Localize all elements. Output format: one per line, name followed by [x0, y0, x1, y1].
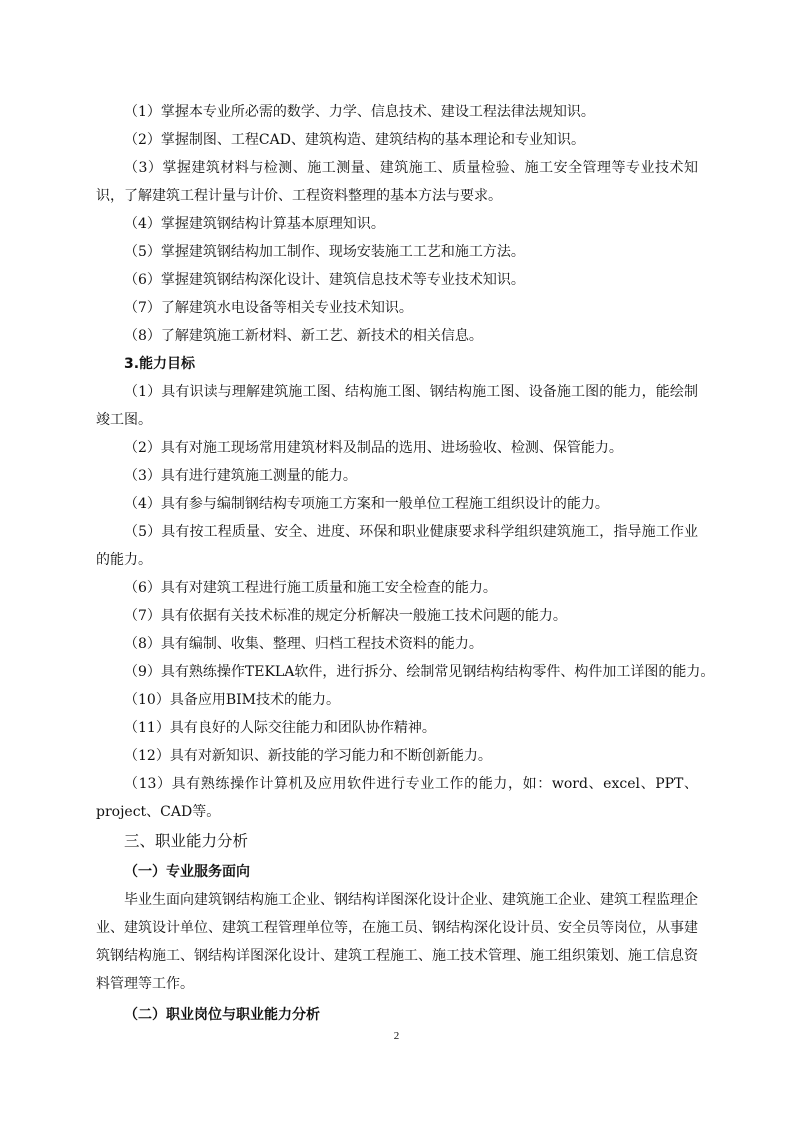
ability-item-11: （11）具有良好的人际交往能力和团队协作精神。	[124, 720, 436, 736]
knowledge-item-3: （3）掌握建筑材料与检测、施工测量、建筑施工、质量检验、施工安全管理等专业技术知识，了解建筑工程计量与计价、工程资料整理的基本方法与要求。	[96, 160, 698, 204]
knowledge-item-4: （4）掌握建筑钢结构计算基本原理知识。	[124, 216, 385, 232]
ability-item-6: （6）具有对建筑工程进行施工质量和施工安全检查的能力。	[124, 580, 497, 596]
ability-item-13: （13）具有熟练操作计算机及应用软件进行专业工作的能力，如：word、excel、PPT、project、CAD等。	[96, 776, 698, 820]
ability-item-3: （3）具有进行建筑施工测量的能力。	[124, 468, 357, 484]
ability-item-1: （1）具有识读与理解建筑施工图、结构施工图、钢结构施工图、设备施工图的能力，能绘制竣工图。	[96, 384, 698, 428]
ability-item-10: （10）具备应用BIM技术的能力。	[124, 692, 340, 708]
ability-item-2: （2）具有对施工现场常用建筑材料及制品的选用、进场验收、检测、保管能力。	[124, 440, 623, 456]
page-number: 2	[393, 1030, 400, 1042]
subsection-title-service: （一）专业服务面向	[124, 864, 250, 880]
ability-item-7: （7）具有依据有关技术标准的规定分析解决一般施工技术问题的能力。	[124, 608, 567, 624]
knowledge-item-2: （2）掌握制图、工程CAD、建筑构造、建筑结构的基本理论和专业知识。	[124, 132, 585, 148]
ability-item-5: （5）具有按工程质量、安全、进度、环保和职业健康要求科学组织建筑施工，指导施工作业的能力。	[96, 524, 698, 568]
knowledge-item-7: （7）了解建筑水电设备等相关专业技术知识。	[124, 300, 413, 316]
knowledge-item-5: （5）掌握建筑钢结构加工制作、现场安装施工工艺和施工方法。	[124, 244, 525, 260]
ability-item-12: （12）具有对新知识、新技能的学习能力和不断创新能力。	[124, 748, 492, 764]
knowledge-item-8: （8）了解建筑施工新材料、新工艺、新技术的相关信息。	[124, 328, 483, 344]
knowledge-item-6: （6）掌握建筑钢结构深化设计、建筑信息技术等专业技术知识。	[124, 272, 525, 288]
ability-heading: 3.能力目标	[124, 356, 196, 372]
ability-item-9: （9）具有熟练操作TEKLA软件，进行拆分、绘制常见钢结构结构零件、构件加工详图的能力。	[124, 664, 715, 680]
subsection-title-positions: （二）职业岗位与职业能力分析	[124, 1007, 320, 1023]
ability-item-4: （4）具有参与编制钢结构专项施工方案和一般单位工程施工组织设计的能力。	[124, 496, 609, 512]
knowledge-item-1: （1）掌握本专业所必需的数学、力学、信息技术、建设工程法律法规知识。	[124, 104, 595, 120]
ability-item-8: （8）具有编制、收集、整理、归档工程技术资料的能力。	[124, 636, 483, 652]
service-paragraph: 毕业生面向建筑钢结构施工企业、钢结构详图深化设计企业、建筑施工企业、建筑工程监理企业、建筑设计单位、建筑工程管理单位等，在施工员、钢结构深化设计员、安全员等岗位，从事建筑钢结构施工、钢结构详图深化设计、建筑工程施工、施工技术管理、施工组织策划、施工信息资料管理等工作。	[96, 892, 698, 992]
section-title: 三、职业能力分析	[124, 832, 249, 850]
